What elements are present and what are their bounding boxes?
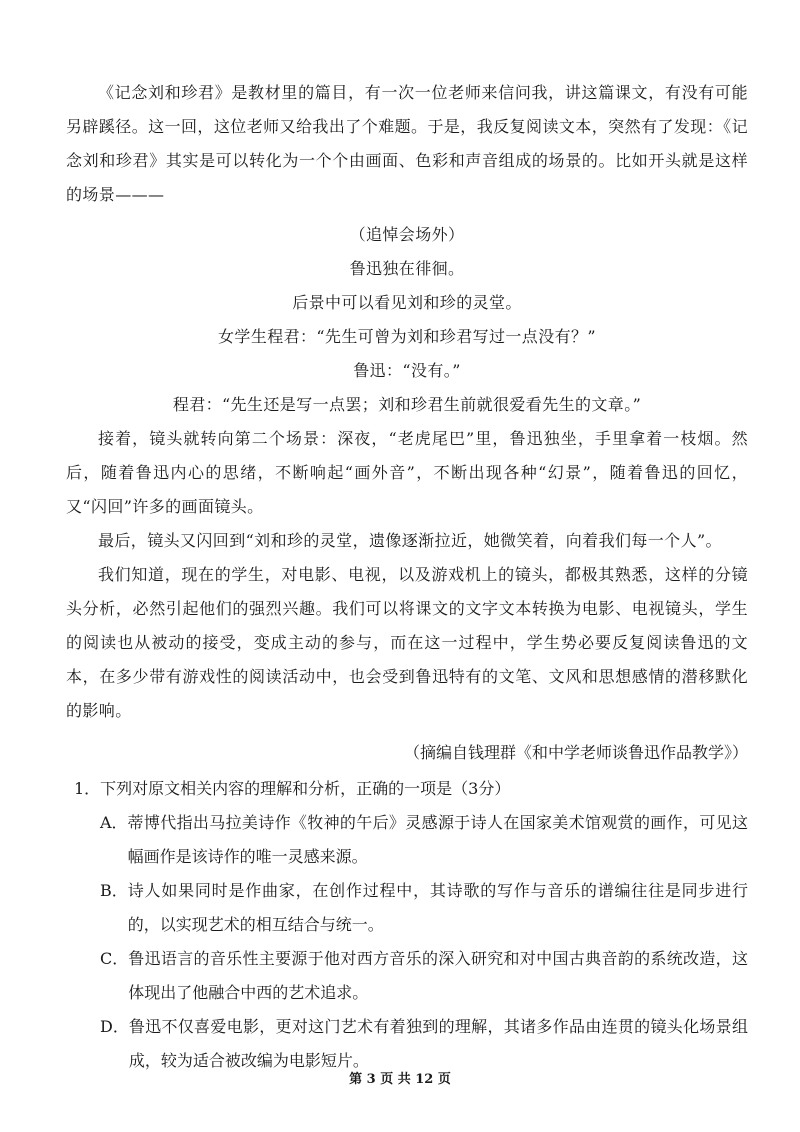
scene-script [66,218,748,422]
page-number: 第 3 页 共 12 页 [349,1072,451,1087]
passage-intro: 《记念刘和珍君》是教材里的篇目，有一次一位老师来信问我，讲这篇课文，有没有可能另辟蹊径。这一回，这位老师又给我出了个难题。于是，我反复阅读文本，突然有了发现：《记念刘和珍君》其实是可以转化为一个个由画面、色彩和声音组成的场景的。比如开头就是这样的场景——— [66,83,748,204]
option-a [66,806,748,874]
option-c [66,942,748,1010]
scene-line: （追悼会场外） [349,225,465,244]
scene-line: 鲁迅独在徘徊。 [349,259,465,278]
option-label: B． [100,881,128,900]
scene-line: 鲁迅：“没有。” [353,361,461,380]
passage-source: （摘编自钱理群《和中学老师谈鲁迅作品教学》） [403,743,748,762]
scene-line: 女学生程君：“先生可曾为刘和珍君写过一点没有？” [218,327,596,346]
option-label: C． [100,949,129,968]
passage-paragraph: 最后，镜头又闪回到“刘和珍的灵堂，遗像逐渐拉近，她微笑着，向着我们每一个人”。 [98,531,722,550]
scene-line: 后景中可以看见刘和珍的灵堂。 [292,293,522,312]
option-b [66,874,748,942]
passage-paragraph: 接着，镜头就转向第二个场景：深夜，“老虎尾巴”里，鲁迅独坐，手里拿着一枝烟。然后，随着鲁迅内心的思绪，不断响起“画外音”，不断出现各种“幻景”，随着鲁迅的回忆，又“闪回”许多的画面镜头。 [66,429,748,516]
option-text: 诗人如果同时是作曲家，在创作过程中，其诗歌的写作与音乐的谱编往往是同步进行的，以实现艺术的相互结合与统一。 [127,881,748,934]
option-text: 鲁迅语言的音乐性主要源于他对西方音乐的深入研究和对中国古典音韵的系统改造，这体现出了他融合中西的艺术追求。 [128,949,748,1002]
passage-paragraph: 我们知道，现在的学生，对电影、电视，以及游戏机上的镜头，都极其熟悉，这样的分镜头分析，必然引起他们的强烈兴趣。我们可以将课文的文字文本转换为电影、电视镜头，学生的阅读也从被动的接受，变成主动的参与，而在这一过程中，学生势必要反复阅读鲁迅的文本，在多少带有游戏性的阅读活动中，也会受到鲁迅特有的文笔、文风和思想感情的潜移默化的影响。 [66,565,748,720]
option-label: A． [100,813,128,832]
option-text: 鲁迅不仅喜爱电影，更对这门艺术有着独到的理解，其诸多作品由连贯的镜头化场景组成，较为适合被改编为电影短片。 [128,1017,748,1070]
option-text: 蒂博代指出马拉美诗作《牧神的午后》灵感源于诗人在国家美术馆观赏的画作，可见这幅画作是该诗作的唯一灵感来源。 [127,813,748,866]
scene-line: 程君：“先生还是写一点罢；刘和珍君生前就很爱看先生的文章。” [172,395,642,414]
question-title: 1．下列对原文相关内容的理解和分析，正确的一项是（3分） [74,779,511,798]
option-label: D． [100,1017,129,1036]
